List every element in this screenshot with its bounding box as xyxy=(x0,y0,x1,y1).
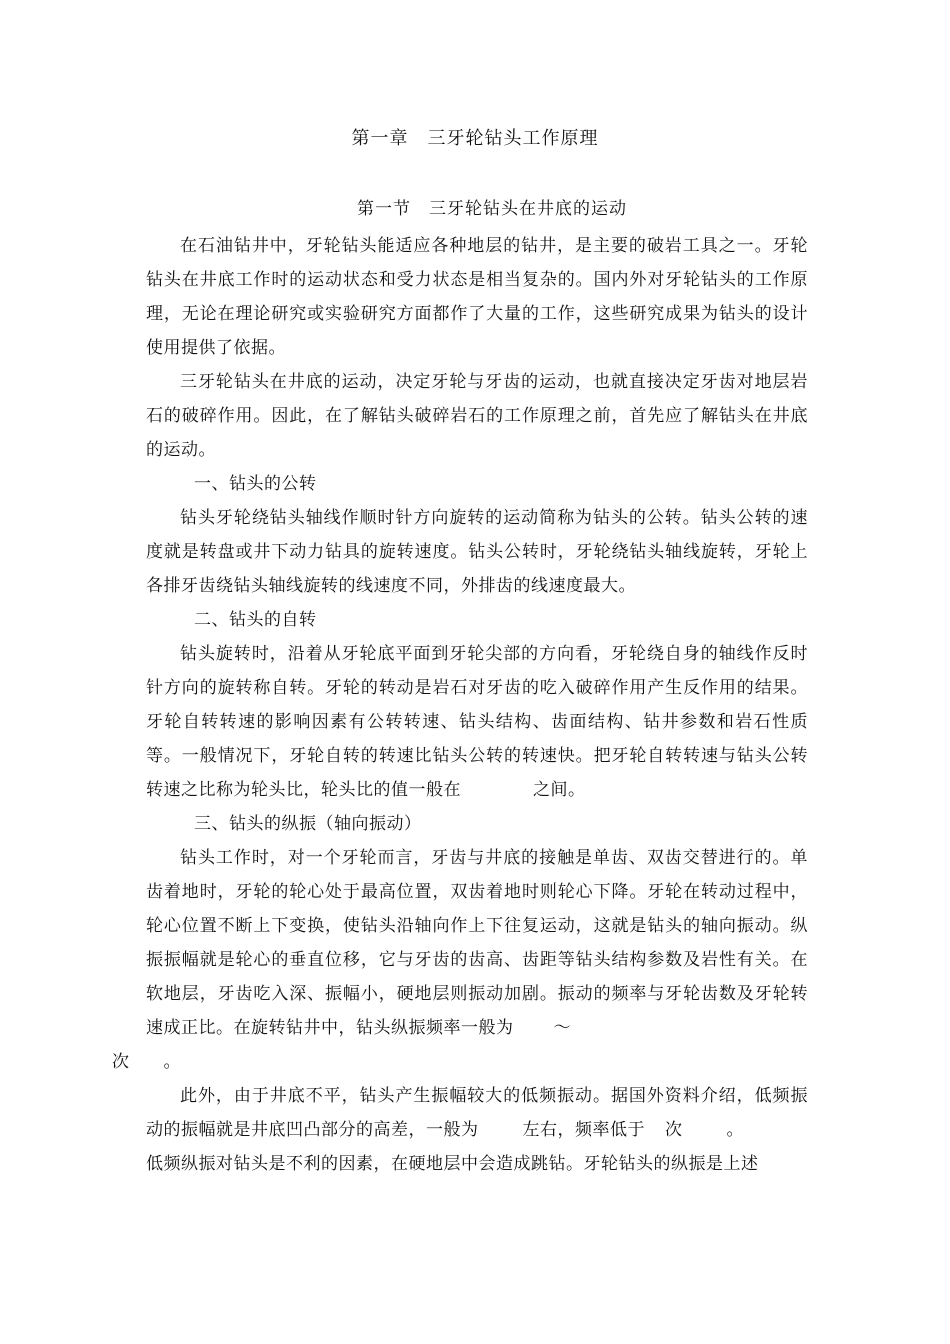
rotation-end: 之间。 xyxy=(533,780,586,800)
section-title: 第一节 三牙轮钻头在井底的运动 xyxy=(357,199,627,219)
paragraph-rotation xyxy=(146,637,808,807)
axial-tilde: ～ xyxy=(553,1018,571,1038)
low-freq-text: 此外，由于井底不平，钻头产生振幅较大的低频振动。据国外资料介绍，低频振动的振幅就是井底凹凸部分的高差，一般为 xyxy=(146,1086,808,1140)
low-freq-end: 。 xyxy=(726,1120,744,1140)
low-freq-mid: 左右，频率低于 xyxy=(522,1120,645,1140)
paragraph-low-frequency xyxy=(146,1079,808,1147)
chapter-title: 第一章 三牙轮钻头工作原理 xyxy=(351,128,599,149)
axial-end: 。 xyxy=(163,1052,181,1072)
low-freq-unit: 次 xyxy=(665,1120,683,1140)
heading-revolution: 一、钻头的公转 xyxy=(194,474,317,494)
heading-axial-vibration: 三、钻头的纵振（轴向振动） xyxy=(194,814,422,834)
heading-rotation: 二、钻头的自转 xyxy=(194,610,317,630)
paragraph-revolution: 钻头牙轮绕钻头轴线作顺时针方向旋转的运动简称为钻头的公转。钻头公转的速度就是转盘或井下动力钻具的旋转速度。钻头公转时，牙轮绕钻头轴线旋转，牙轮上各排牙齿绕钻头轴线旋转的线速度不同，外排齿的线速度最大。 xyxy=(146,508,808,596)
body-text xyxy=(112,229,808,1181)
axial-text: 钻头工作时，对一个牙轮而言，牙齿与井底的接触是单齿、双齿交替进行的。单齿着地时，牙轮的轮心处于最高位置，双齿着地时则轮心下降。牙轮在转动过程中，轮心位置不断上下变换，使钻头沿轴向作上下往复运动，这就是钻头的轴向振动。纵振振幅就是轮心的垂直位移，它与牙齿的齿高、齿距等钻头结构参数及岩性有关。在软地层，牙齿吃入深、振幅小，硬地层则振动加剧。振动的频率与牙轮齿数及牙轮转速成正比。在旋转钻井中，钻头纵振频率一般为 xyxy=(146,848,808,1038)
paragraph-intro-1: 在石油钻井中，牙轮钻头能适应各种地层的钻井，是主要的破岩工具之一。牙轮钻头在井底工作时的运动状态和受力状态是相当复杂的。国内外对牙轮钻头的工作原理，无论在理论研究或实验研究方面都作了大量的工作，这些研究成果为钻头的设计使用提供了依据。 xyxy=(146,236,808,358)
paragraph-low-frequency-continued: 低频纵振对钻头是不利的因素，在硬地层中会造成跳钻。牙轮钻头的纵振是上述 xyxy=(146,1154,759,1174)
paragraph-axial-vibration xyxy=(112,841,808,1079)
paragraph-intro-2: 三牙轮钻头在井底的运动，决定牙轮与牙齿的运动，也就直接决定牙齿对地层岩石的破碎作用。因此，在了解钻头破碎岩石的工作原理之前，首先应了解钻头在井底的运动。 xyxy=(146,372,808,460)
axial-unit: 次 xyxy=(112,1052,130,1072)
rotation-text: 钻头旋转时，沿着从牙轮底平面到牙轮尖部的方向看，牙轮绕自身的轴线作反时针方向的旋转称自转。牙轮的转动是岩石对牙齿的吃入破碎作用产生反作用的结果。牙轮自转转速的影响因素有公转转速、钻头结构、齿面结构、钻井参数和岩石性质等。一般情况下，牙轮自转的转速比钻头公转的转速快。把牙轮自转转速与钻头公转转速之比称为轮头比，轮头比的值一般在 xyxy=(146,644,808,800)
